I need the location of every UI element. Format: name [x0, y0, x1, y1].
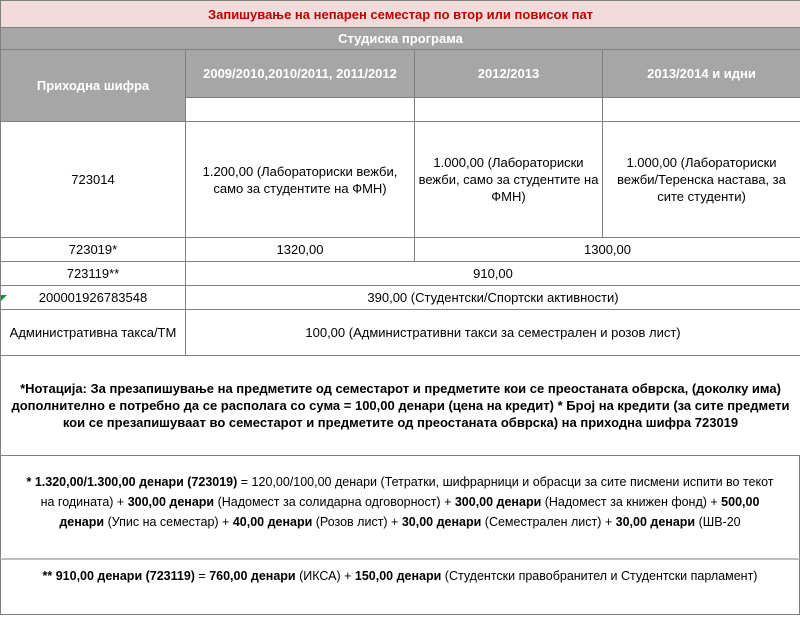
code-cell: 723019*: [1, 238, 186, 262]
empty-cell: [186, 98, 415, 122]
table-row: [1, 238, 800, 262]
value-cell: 1.000,00 (Лабораториски вежби, само за студентите на ФМН): [415, 122, 603, 238]
col3-header: 2013/2014 и идни: [603, 50, 800, 98]
col2-header: 2012/2013: [415, 50, 603, 98]
table-row: [1, 262, 800, 286]
empty-cell: [603, 98, 800, 122]
code-cell: 200001926783548: [1, 286, 186, 310]
document-title: Запишување на непарен семестар по втор или повисок пат: [1, 1, 800, 28]
value-cell: 1320,00: [186, 238, 415, 262]
code-column-header: Приходна шифра: [1, 50, 186, 122]
program-header: Студиска програма: [1, 28, 800, 50]
table-row: [1, 310, 800, 356]
value-cell: 1.000,00 (Лабораториски вежби/Теренска настава, за сите студенти): [603, 122, 800, 238]
empty-cell: [415, 98, 603, 122]
table-row: [1, 122, 800, 238]
code-cell: Административна такса/ТМ: [1, 310, 186, 356]
breakdown-723119: ** 910,00 денари (723119) = 760,00 денари (ИКСА) + 150,00 денари (Студентски правобранител и Студентски парламент): [0, 558, 800, 615]
value-cell: 390,00 (Студентски/Спортски активности): [186, 286, 800, 310]
code-cell: 723014: [1, 122, 186, 238]
code-cell: 723119**: [1, 262, 186, 286]
notation-note: *Нотација: За презапишување на предметите од семестарот и предметите кои се преостаната обврска, (доколку има) дополнително е потребно да се располага со сума = 100,00 денари (цена на кредит) * Број на кредити (за сите предмети кои се презапишуваат во семестарот и предметите од преостаната обврска) на приходна шифра 723019: [1, 356, 800, 456]
value-cell: 910,00: [186, 262, 800, 286]
cell-comment-marker-icon: [1, 295, 7, 301]
col1-header: 2009/2010,2010/2011, 2011/2012: [186, 50, 415, 98]
table-row: [1, 286, 800, 310]
value-cell: 1.200,00 (Лабораториски вежби, само за студентите на ФМН): [186, 122, 415, 238]
value-cell: 100,00 (Административни такси за семестрален и розов лист): [186, 310, 800, 356]
value-cell: 1300,00: [415, 238, 800, 262]
breakdown-723019: * 1.320,00/1.300,00 денари (723019) = 120,00/100,00 денари (Тетратки, шифрарници и обрасци за сите писмени испити во текот на годината) + 300,00 денари (Надомест за солидарна одговорност) + 300,00 денари (Надомест за книжен фонд) + 500,00 денари (Упис на семестар) + 40,00 денари (Розов лист) + 30,00 денари (Семестрален лист) + 30,00 денари (ШВ-20: [0, 462, 800, 558]
